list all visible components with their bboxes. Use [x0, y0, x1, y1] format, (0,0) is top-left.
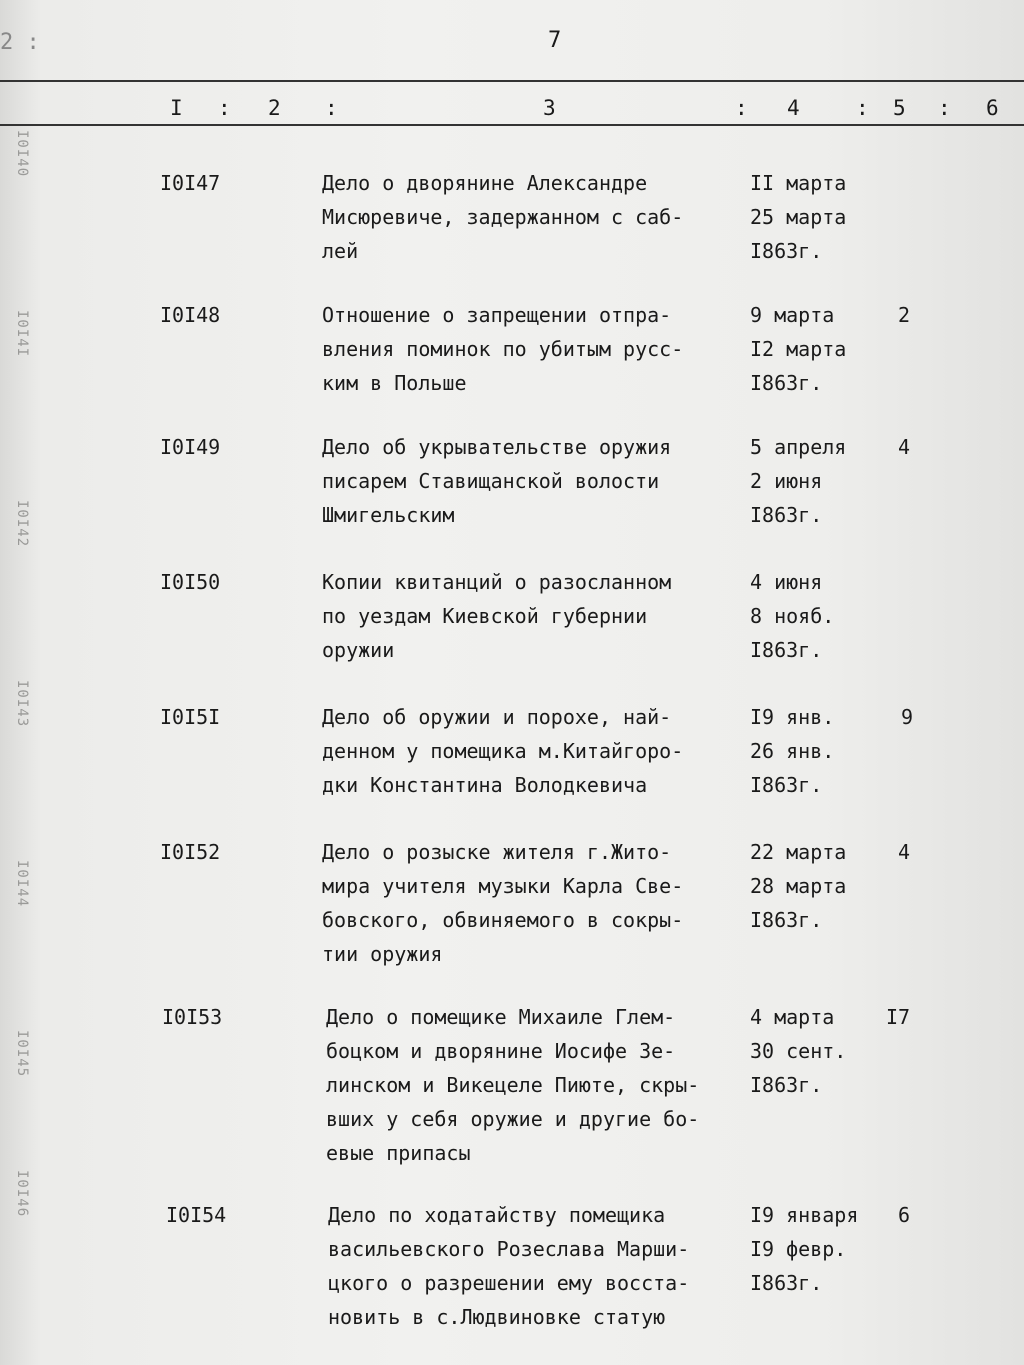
margin-note: I0I45: [14, 1030, 30, 1078]
column-head-6: 6: [986, 96, 999, 120]
column-head-4: 4: [787, 96, 800, 120]
left-edge-mark: 2 :: [0, 30, 40, 55]
margin-note: I0I44: [14, 860, 30, 908]
case-dates: 5 апреля 2 июня I863г.: [750, 435, 847, 527]
column-separator: :: [938, 96, 951, 120]
case-title: Дело о дворянине Александре Мисюревиче, задержанном с саб- лей: [322, 171, 684, 263]
case-title: Дело по ходатайству помещика васильевского Розеслава Марши- цкого о разрешении ему восста- новить в с.Людвиновке статую: [328, 1203, 690, 1329]
case-title: Дело о розыске жителя г.Жито- мира учителя музыки Карла Све- бовского, обвиняемого в сокры- тии оружия: [322, 840, 684, 966]
margin-note: I0I4I: [14, 310, 30, 358]
margin-note: I0I42: [14, 500, 30, 548]
case-number: I0I5I: [160, 705, 221, 729]
case-dates: 4 июня 8 нояб. I863г.: [750, 570, 835, 662]
margin-note: I0I43: [14, 680, 30, 728]
case-title: Копии квитанций о разосланном по уездам Киевской губернии оружии: [322, 570, 672, 662]
case-title: Отношение о запрещении отпра- вления поминок по убитым русс- ким в Польше: [322, 303, 684, 395]
column-head-1: I: [170, 96, 183, 120]
case-dates: II марта 25 марта I863г.: [750, 171, 847, 263]
column-separator: :: [856, 96, 869, 120]
column-head-3: 3: [543, 96, 556, 120]
column-separator: :: [325, 96, 338, 120]
case-title: Дело о помещике Михаиле Глем- боцком и дворянине Иосифе Зе- линском и Викецеле Пиюте, скры- вших у себя оружие и другие бо- евые припасы: [326, 1005, 700, 1165]
case-dates: I9 янв. 26 янв. I863г.: [750, 705, 835, 797]
header-rule-top: [0, 80, 1024, 82]
header-rule-bottom: [0, 124, 1024, 126]
case-number: I0I52: [160, 840, 221, 864]
case-dates: I9 января I9 февр. I863г.: [750, 1203, 859, 1295]
column-separator: :: [735, 96, 748, 120]
sheet-count: 9: [901, 705, 914, 729]
case-number: I0I48: [160, 303, 221, 327]
column-head-2: 2: [268, 96, 281, 120]
case-number: I0I53: [162, 1005, 223, 1029]
column-separator: :: [218, 96, 231, 120]
case-dates: 4 марта 30 сент. I863г.: [750, 1005, 847, 1097]
column-head-5: 5: [893, 96, 906, 120]
page-number: 7: [548, 28, 562, 53]
sheet-count: 6: [898, 1203, 911, 1227]
sheet-count: I7: [886, 1005, 911, 1029]
margin-note: I0I40: [14, 130, 30, 178]
case-dates: 9 марта I2 марта I863г.: [750, 303, 847, 395]
case-title: Дело об укрывательстве оружия писарем Ставищанской волости Шмигельским: [322, 435, 672, 527]
case-number: I0I49: [160, 435, 221, 459]
case-number: I0I54: [166, 1203, 227, 1227]
margin-note: I0I46: [14, 1170, 30, 1218]
sheet-count: 4: [898, 840, 911, 864]
case-dates: 22 марта 28 марта I863г.: [750, 840, 847, 932]
case-number: I0I50: [160, 570, 221, 594]
sheet-count: 4: [898, 435, 911, 459]
sheet-count: 2: [898, 303, 911, 327]
case-number: I0I47: [160, 171, 221, 195]
case-title: Дело об оружии и порохе, най- денном у помещика м.Китайгоро- дки Константина Володкевича: [322, 705, 684, 797]
